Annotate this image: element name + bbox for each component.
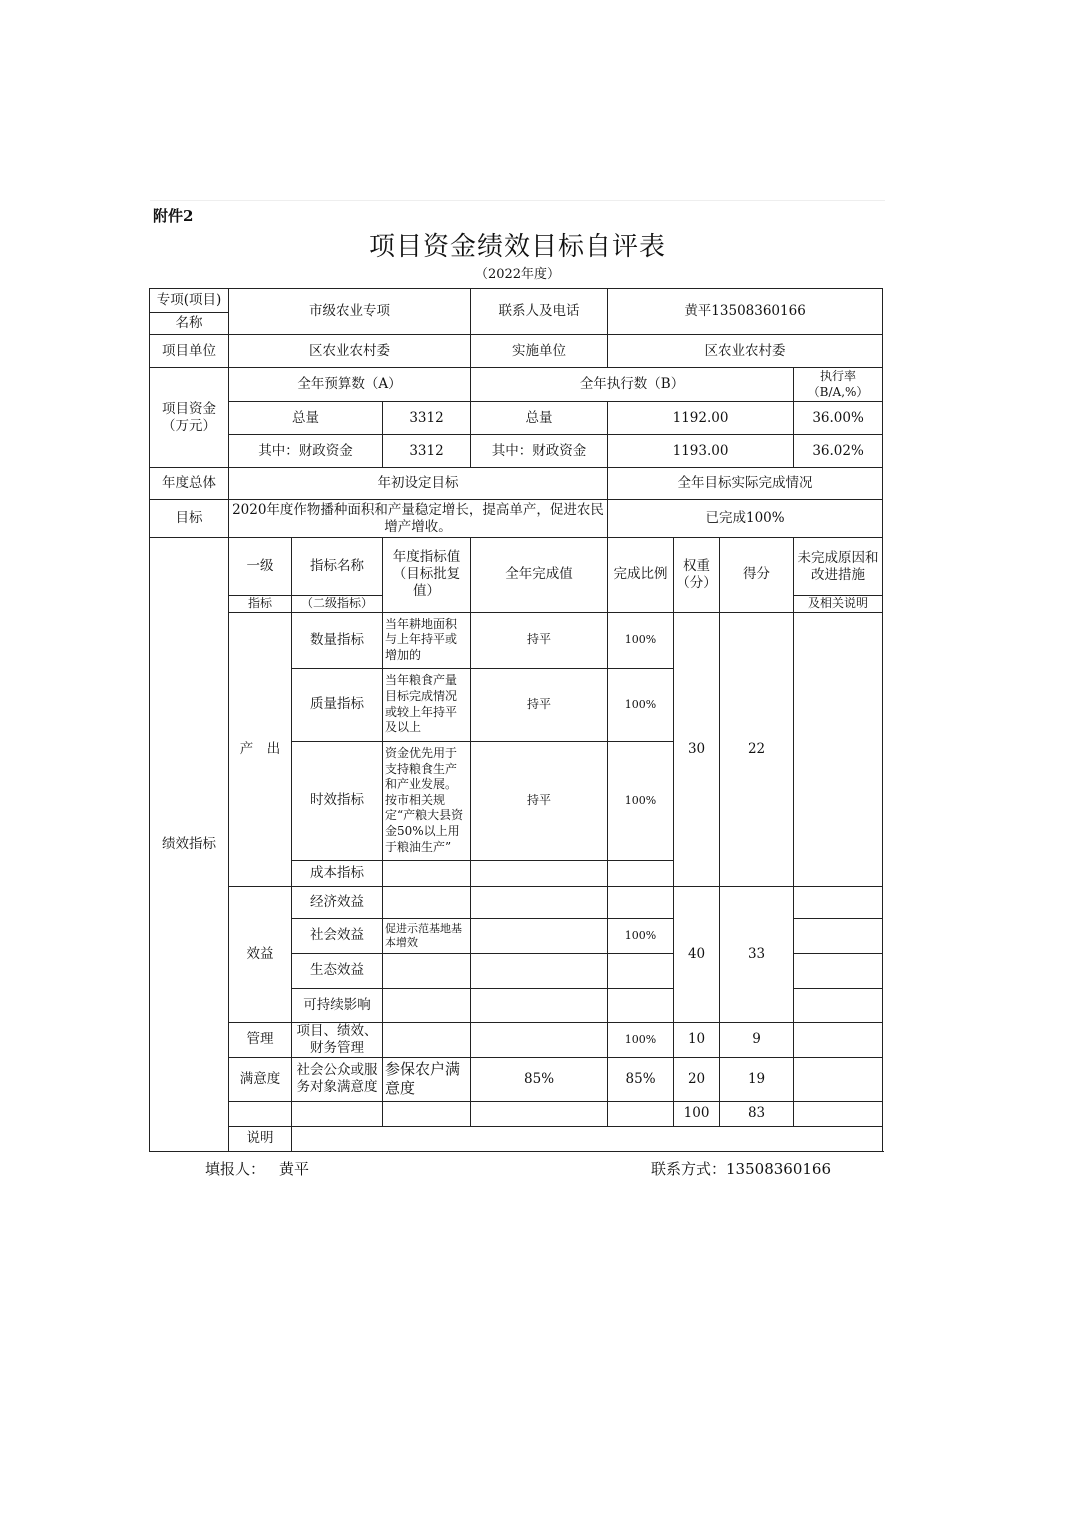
exec-header: 全年执行数（B） xyxy=(471,368,794,402)
total-weight: 100 xyxy=(674,1101,720,1126)
impl-unit-label: 实施单位 xyxy=(471,335,608,368)
economic-ratio xyxy=(608,886,674,918)
top-divider xyxy=(150,200,885,201)
quality-ratio: 100% xyxy=(608,668,674,741)
goal-set-header: 年初设定目标 xyxy=(229,468,608,500)
project-name-label-2: 名称 xyxy=(150,313,229,335)
hdr-level1: 一级 xyxy=(229,538,292,596)
cost-name: 成本指标 xyxy=(292,860,383,886)
ecological-target xyxy=(383,953,471,988)
benefit-score: 33 xyxy=(720,886,794,1022)
hdr-reason-sub: 及相关说明 xyxy=(794,596,883,613)
project-name-label-1: 专项(项目) xyxy=(150,289,229,313)
economic-reason xyxy=(794,886,883,918)
total-blank-4 xyxy=(471,1101,608,1126)
filler-name: 黄平 xyxy=(279,1160,310,1178)
quality-name: 质量指标 xyxy=(292,668,383,741)
ecological-reason xyxy=(794,953,883,988)
satisfaction-ratio: 85% xyxy=(608,1057,674,1101)
sustainable-target xyxy=(383,988,471,1022)
filler-block xyxy=(205,1158,309,1179)
perf-label: 绩效指标 xyxy=(150,538,229,1152)
contact-block xyxy=(651,1158,831,1179)
page-title: 项目资金绩效目标自评表 xyxy=(368,232,666,262)
benefit-weight: 40 xyxy=(674,886,720,1022)
satisfaction-actual: 85% xyxy=(471,1057,608,1101)
total-rate: 36.00% xyxy=(794,402,883,435)
timely-actual: 持平 xyxy=(471,741,608,860)
goal-label-2: 目标 xyxy=(150,500,229,538)
impl-unit: 区农业农村委 xyxy=(608,335,883,368)
budget-header: 全年预算数（A） xyxy=(229,368,471,402)
output-reason xyxy=(794,612,883,886)
sustainable-ratio xyxy=(608,988,674,1022)
management-actual xyxy=(471,1022,608,1057)
management-weight: 10 xyxy=(674,1022,720,1057)
goal-actual-header: 全年目标实际完成情况 xyxy=(608,468,883,500)
satisfaction-reason xyxy=(794,1057,883,1101)
unit-label: 项目单位 xyxy=(150,335,229,368)
sustainable-reason xyxy=(794,988,883,1022)
footer-contact-label: 联系方式： xyxy=(651,1160,727,1178)
total-blank-2 xyxy=(292,1101,383,1126)
total-budget-label: 总量 xyxy=(229,402,383,435)
timely-ratio: 100% xyxy=(608,741,674,860)
fiscal-budget: 3312 xyxy=(383,435,471,468)
ecological-name: 生态效益 xyxy=(292,953,383,988)
management-score: 9 xyxy=(720,1022,794,1057)
hdr-name-sub: （二级指标） xyxy=(292,596,383,613)
benefit-label: 效益 xyxy=(229,886,292,1022)
goal-actual-text: 已完成100% xyxy=(608,500,883,538)
total-budget: 3312 xyxy=(383,402,471,435)
fiscal-budget-label: 其中：财政资金 xyxy=(229,435,383,468)
output-score: 22 xyxy=(720,612,794,886)
year-subtitle: （2022年度） xyxy=(474,267,561,282)
social-actual xyxy=(471,918,608,953)
hdr-name: 指标名称 xyxy=(292,538,383,596)
quantity-target: 当年耕地面积与上年持平或增加的 xyxy=(383,612,471,668)
hdr-actual: 全年完成值 xyxy=(471,538,608,613)
cost-ratio xyxy=(608,860,674,886)
total-blank-6 xyxy=(794,1101,883,1126)
hdr-ratio: 完成比例 xyxy=(608,538,674,613)
management-name: 项目、绩效、财务管理 xyxy=(292,1022,383,1057)
social-target: 促进示范基地基本增效 xyxy=(383,918,471,953)
ecological-ratio xyxy=(608,953,674,988)
contact-label: 联系人及电话 xyxy=(471,289,608,335)
social-ratio: 100% xyxy=(608,918,674,953)
management-reason xyxy=(794,1022,883,1057)
output-label: 产 出 xyxy=(229,612,292,886)
satisfaction-label: 满意度 xyxy=(229,1057,292,1101)
quality-actual: 持平 xyxy=(471,668,608,741)
quantity-actual: 持平 xyxy=(471,612,608,668)
satisfaction-target: 参保农户满意度 xyxy=(383,1057,471,1101)
total-blank-1 xyxy=(229,1101,292,1126)
satisfaction-name: 社会公众或服务对象满意度 xyxy=(292,1057,383,1101)
sustainable-name: 可持续影响 xyxy=(292,988,383,1022)
footer-contact: 13508360166 xyxy=(726,1160,831,1178)
note-label: 说明 xyxy=(229,1126,292,1151)
total-score: 83 xyxy=(720,1101,794,1126)
rate-header: 执行率（B/A,%） xyxy=(794,368,883,402)
economic-name: 经济效益 xyxy=(292,886,383,918)
hdr-reason: 未完成原因和改进措施 xyxy=(794,538,883,596)
quantity-ratio: 100% xyxy=(608,612,674,668)
fiscal-rate: 36.02% xyxy=(794,435,883,468)
quantity-name: 数量指标 xyxy=(292,612,383,668)
sustainable-actual xyxy=(471,988,608,1022)
self-evaluation-table xyxy=(149,288,883,1152)
management-target xyxy=(383,1022,471,1057)
cost-target xyxy=(383,860,471,886)
management-ratio: 100% xyxy=(608,1022,674,1057)
attachment-label: 附件2 xyxy=(153,207,194,225)
funds-label: 项目资金（万元） xyxy=(150,368,229,468)
satisfaction-weight: 20 xyxy=(674,1057,720,1101)
total-blank-5 xyxy=(608,1101,674,1126)
management-label: 管理 xyxy=(229,1022,292,1057)
goal-set-text: 2020年度作物播种面积和产量稳定增长，提高单产，促进农民增产增收。 xyxy=(229,500,608,538)
fiscal-exec: 1193.00 xyxy=(608,435,794,468)
goal-label-1: 年度总体 xyxy=(150,468,229,500)
project-unit: 区农业农村委 xyxy=(229,335,471,368)
ecological-actual xyxy=(471,953,608,988)
fiscal-exec-label: 其中：财政资金 xyxy=(471,435,608,468)
total-exec-label: 总量 xyxy=(471,402,608,435)
social-name: 社会效益 xyxy=(292,918,383,953)
project-name: 市级农业专项 xyxy=(229,289,471,335)
hdr-weight: 权重（分） xyxy=(674,538,720,613)
contact-value: 黄平13508360166 xyxy=(608,289,883,335)
satisfaction-score: 19 xyxy=(720,1057,794,1101)
social-reason xyxy=(794,918,883,953)
total-exec: 1192.00 xyxy=(608,402,794,435)
hdr-score: 得分 xyxy=(720,538,794,613)
economic-target xyxy=(383,886,471,918)
filler-label: 填报人： xyxy=(205,1160,266,1178)
timely-name: 时效指标 xyxy=(292,741,383,860)
hdr-target: 年度指标值（目标批复值） xyxy=(383,538,471,613)
note-content xyxy=(292,1126,883,1151)
timely-target: 资金优先用于支持粮食生产和产业发展。按市相关规定“产粮大县资金50%以上用于粮油生产” xyxy=(383,741,471,860)
cost-actual xyxy=(471,860,608,886)
quality-target: 当年粮食产量目标完成情况或较上年持平及以上 xyxy=(383,668,471,741)
economic-actual xyxy=(471,886,608,918)
hdr-level1-sub: 指标 xyxy=(229,596,292,613)
total-blank-3 xyxy=(383,1101,471,1126)
output-weight: 30 xyxy=(674,612,720,886)
